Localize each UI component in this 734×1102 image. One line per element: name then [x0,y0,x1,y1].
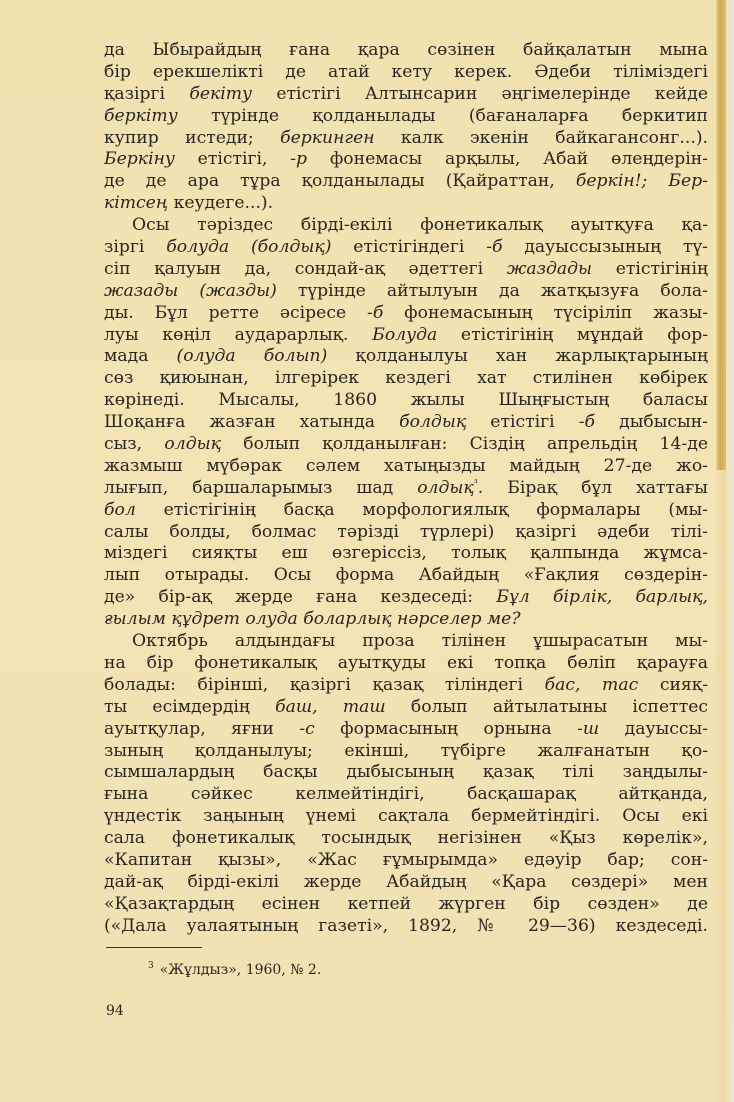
text-run: ды. Бұл ретте әсіресе [104,302,368,323]
text-run: фонемасы арқылы, Абай өлеңдерін- [307,149,708,170]
text-run: сіп қалуын да, сондай-ақ әдеттегі [104,258,507,279]
italic-term: (олуда болып) [176,346,328,367]
text-run: етістігі Алтынсарин әңгімелерінде кейде [252,83,708,104]
footnote-text: «Жұлдыз», 1960, № 2. [159,962,322,978]
text-line [104,872,708,894]
text-run: зіргі [104,237,167,258]
footnote-divider [106,947,202,948]
text-run: «Капитан қызы», «Жас ғұмырымда» едәуір бар; сон- [104,849,708,870]
text-run: көрінеді. Мысалы, 1860 жылы Шыңғыстың баласы [104,390,708,411]
text-run: Октябрь алдындағы проза тілінен ұшырасатын мы- [132,631,708,652]
text-run: түрінде айтылуын да жатқызуға бола- [276,280,708,301]
text-run: бір ерекшелікті де атай кету керек. Әдеби тіліміздегі [104,61,708,82]
italic-term: беркинген [280,127,375,148]
italic-term: Беркіну [104,149,175,170]
text-line [104,784,708,806]
text-line [104,631,708,653]
text-line [104,850,708,872]
text-line [104,806,708,828]
text-line [104,62,708,84]
italic-term: -б [486,237,503,258]
text-line [104,412,708,434]
page-edge [716,470,726,1102]
text-line [104,894,708,916]
text-run: сыз, [104,434,165,455]
italic-term: болуда (болдық) [166,237,332,258]
text-run: етістігінің басқа морфологиялық формалары (мы- [135,499,708,520]
text-line [104,215,708,237]
text-line [104,565,708,587]
text-run: («Дала уалаятының газеті», 1892, № 29—36) кездеседі. [104,915,708,936]
text-run: . Бірақ бұл хаттағы [477,477,708,498]
text-line [104,762,708,784]
text-line [104,40,708,62]
text-line [104,675,708,697]
text-run: лып отырады. Осы форма Абайдың «Ғақлия сөздерін- [104,565,708,586]
text-run: луы көңіл аударарлық. [104,324,373,345]
text-line [104,916,708,938]
text-run: сияқ- [638,674,708,695]
text-run: етістігі, [174,149,291,170]
text-line [104,478,708,500]
text-run: фонемасының түсіріліп жазы- [383,302,709,323]
italic-term: олдық [417,477,474,498]
text-line [104,500,708,522]
text-line [104,609,708,631]
text-line [104,193,708,215]
text-run: қазіргі [104,83,190,104]
italic-term: жазады (жазды) [104,280,277,301]
text-run: болып айтылатыны іспеттес [385,696,708,717]
text-line [104,149,708,171]
body-text [104,40,708,938]
italic-term: бас, тас [544,674,639,695]
italic-term: Бұл бірлік, барлық, [496,587,708,608]
italic-term: беркін!; Бер- [575,171,708,192]
footnote-marker: 3 [148,961,154,972]
text-line [104,325,708,347]
page-number: 94 [106,1003,124,1019]
text-run: міздегі сияқты еш өзгеріссіз, толық қалпында жұмса- [104,543,708,564]
text-run: дыбысын- [595,412,708,433]
text-line [104,434,708,456]
italic-term: баш, таш [275,696,386,717]
text-run: етістігінің мұндай фор- [437,324,709,345]
text-run: да Ыбырайдың ғана қара сөзінен байқалатын мына [104,40,708,60]
text-run: кеудеге...). [168,193,274,214]
italic-term: -с [299,718,315,739]
italic-term: жаздады [506,258,593,279]
text-run: мада [104,346,177,367]
italic-term: олдық [164,434,221,455]
italic-term: -р [290,149,308,170]
text-line [104,522,708,544]
text-run: «Қазақтардың есінен кетпей жүрген бір сөзден» де [104,893,708,914]
text-run: етістігі [466,412,579,433]
text-line [104,456,708,478]
text-line [104,303,708,325]
text-run: үндестік заңының үнемі сақтала бермейтіндігі. Осы екі [104,806,708,827]
text-run: жазмыш мүбәрак сәлем хатыңызды майдың 27-де жо- [104,455,708,476]
italic-term: -б [367,302,384,323]
italic-term: -ш [577,718,600,739]
text-line [104,719,708,741]
text-run: етістігіндегі [331,237,487,258]
text-run: де» бір-ақ жерде ғана кездеседі: [104,587,497,608]
italic-term: Болуда [372,324,438,345]
text-run: лығып, баршаларымыз шад [104,477,418,498]
text-run: етістігінің [592,258,708,279]
text-run: сөз қиюынан, ілгерірек кездегі хат стилінен көбірек [104,368,708,389]
text-line [104,171,708,193]
text-run: салы болды, болмас тәрізді түрлері) қазіргі әдеби тілі- [104,521,708,542]
text-run: купир истеди; [104,127,281,148]
text-run: болып қолданылған: Сіздің апрельдің 14-де [221,434,708,455]
text-run: сала фонетикалық тосындық негізінен «Қыз көрелік», [104,828,708,849]
text-run: түрінде қолданылады (бағаналарға беркитип [177,105,708,126]
text-line [104,741,708,763]
text-run: Осы тәріздес бірді-екілі фонетикалық ауытқуға қа- [132,215,708,236]
text-run: сымшалардың басқы дыбысының қазақ тілі заңдылы- [104,762,708,783]
text-line [104,368,708,390]
text-run: дауыссы- [599,718,708,739]
text-run: ты есімдердің [104,696,276,717]
footnote [148,962,321,978]
text-line [104,237,708,259]
text-run: на бір фонетикалық ауытқуды екі топқа бөліп қарауға [104,652,708,673]
text-run: болады: бірінші, қазіргі қазақ тіліндегі [104,674,545,695]
text-line [104,281,708,303]
italic-term: бол [104,499,136,520]
text-run: дай-ақ бірді-екілі жерде Абайдың «Қара сөздері» мен [104,871,708,892]
italic-term: ғылым құдрет олуда боларлық нәрселер ме? [104,609,521,630]
text-line [104,84,708,106]
italic-term: беркіту [104,105,178,126]
text-run: ғына сәйкес келмейтіндігі, басқашарақ айтқанда, [104,784,708,805]
page-edge-shadow [716,0,726,470]
text-line [104,106,708,128]
text-line [104,346,708,368]
italic-term: бекіту [189,83,253,104]
text-run: қолданылуы хан жарлықтарының [327,346,708,367]
text-run: дауыссызының тү- [502,237,708,258]
text-line [104,128,708,150]
text-line [104,828,708,850]
text-line [104,587,708,609]
text-line [104,697,708,719]
text-line [104,543,708,565]
text-run: де де ара тұра қолданылады (Қайраттан, [104,171,576,192]
footnote-reference: ³ [473,478,478,490]
text-line [104,390,708,412]
text-run: ауытқулар, яғни [104,718,300,739]
text-run: формасының орнына [314,718,578,739]
italic-term: болдық [399,412,467,433]
text-line [104,259,708,281]
text-line [104,653,708,675]
text-run: Шоқанға жазған хатында [104,412,400,433]
italic-term: кітсең [104,193,169,214]
text-run: зының қолданылуы; екінші, түбірге жалғанатын қо- [104,740,708,761]
text-run: калк экенін байкагансонг...). [374,127,708,148]
italic-term: -б [578,412,596,433]
